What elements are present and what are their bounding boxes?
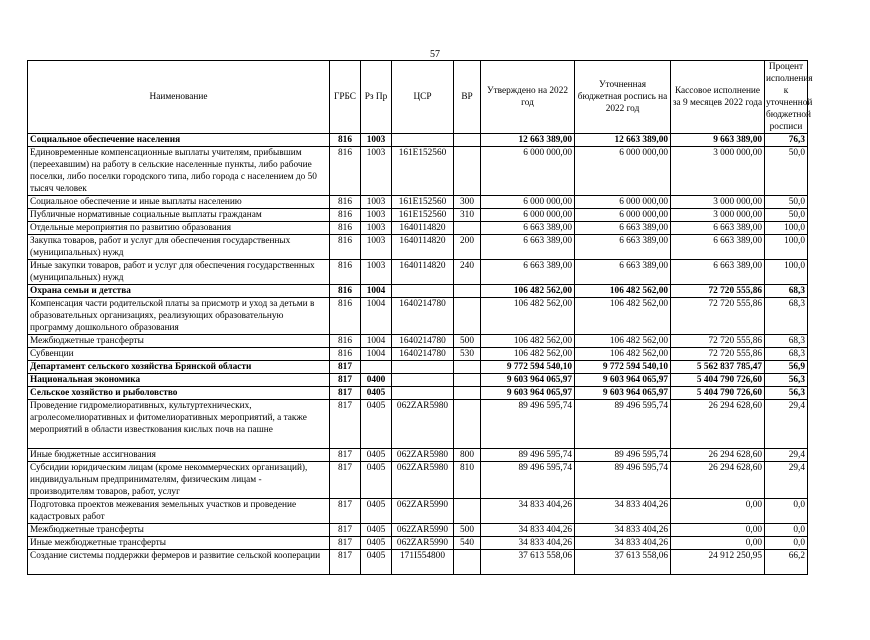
cell-grbs: 817	[330, 449, 361, 462]
table-row	[28, 285, 808, 298]
table-row	[28, 298, 808, 335]
cell-approved: 6 000 000,00	[481, 209, 575, 222]
cell-vr	[454, 298, 481, 335]
cell-csr	[392, 387, 454, 400]
cell-vr: 540	[454, 537, 481, 550]
cell-name: Иные закупки товаров, работ и услуг для обеспечения государственных (муниципальных) нужд	[28, 260, 330, 285]
cell-percent: 68,3	[765, 335, 808, 348]
cell-grbs: 817	[330, 462, 361, 499]
cell-refined: 6 000 000,00	[575, 147, 671, 196]
cell-refined: 6 000 000,00	[575, 196, 671, 209]
cell-grbs: 816	[330, 196, 361, 209]
cell-refined: 89 496 595,74	[575, 462, 671, 499]
cell-approved: 89 496 595,74	[481, 462, 575, 499]
cell-csr: 062ZAR5990	[392, 537, 454, 550]
cell-rzpr: 0405	[361, 537, 392, 550]
cell-percent: 100,0	[765, 222, 808, 235]
page-number: 57	[430, 49, 440, 60]
cell-percent: 29,4	[765, 462, 808, 499]
cell-approved: 34 833 404,26	[481, 524, 575, 537]
cell-cash: 26 294 628,60	[671, 449, 765, 462]
cell-name: Социальное обеспечение населения	[28, 134, 330, 147]
cell-cash: 72 720 555,86	[671, 298, 765, 335]
cell-name: Иные бюджетные ассигнования	[28, 449, 330, 462]
table-row	[28, 400, 808, 449]
cell-grbs: 817	[330, 499, 361, 524]
cell-vr: 240	[454, 260, 481, 285]
cell-cash: 6 663 389,00	[671, 222, 765, 235]
cell-vr: 310	[454, 209, 481, 222]
cell-cash: 3 000 000,00	[671, 147, 765, 196]
col-header-approved: Утверждено на 2022 год	[481, 61, 575, 134]
cell-percent: 50,0	[765, 147, 808, 196]
cell-rzpr: 0400	[361, 374, 392, 387]
cell-percent: 68,3	[765, 298, 808, 335]
cell-refined: 9 772 594 540,10	[575, 361, 671, 374]
cell-percent: 0,0	[765, 537, 808, 550]
cell-cash: 5 404 790 726,60	[671, 374, 765, 387]
cell-csr	[392, 361, 454, 374]
cell-vr	[454, 285, 481, 298]
cell-name: Проведение гидромелиоративных, культуртехнических, агролесомелиоративных и фитомелиоративных мероприятий, а также мероприятий в области известкования кислых почв на пашне	[28, 400, 330, 449]
table-row	[28, 449, 808, 462]
cell-grbs: 817	[330, 524, 361, 537]
cell-rzpr: 0405	[361, 400, 392, 449]
cell-approved: 34 833 404,26	[481, 537, 575, 550]
cell-approved: 12 663 389,00	[481, 134, 575, 147]
cell-approved: 106 482 562,00	[481, 335, 575, 348]
cell-cash: 26 294 628,60	[671, 462, 765, 499]
cell-cash: 3 000 000,00	[671, 196, 765, 209]
cell-refined: 106 482 562,00	[575, 335, 671, 348]
cell-csr: 1640114820	[392, 222, 454, 235]
cell-cash: 72 720 555,86	[671, 285, 765, 298]
cell-vr	[454, 134, 481, 147]
cell-refined: 106 482 562,00	[575, 348, 671, 361]
cell-csr: 062ZAR5990	[392, 499, 454, 524]
cell-vr: 200	[454, 235, 481, 260]
cell-vr	[454, 550, 481, 575]
cell-grbs: 816	[330, 348, 361, 361]
col-header-rzpr: Рз Пр	[361, 61, 392, 134]
col-header-percent: Процент исполнения к уточненной бюджетной росписи	[766, 62, 813, 132]
cell-refined: 89 496 595,74	[575, 400, 671, 449]
cell-grbs: 816	[330, 260, 361, 285]
cell-cash: 6 663 389,00	[671, 235, 765, 260]
table-row	[28, 374, 808, 387]
cell-approved: 6 663 389,00	[481, 260, 575, 285]
cell-vr	[454, 374, 481, 387]
cell-csr: 161E152560	[392, 147, 454, 196]
cell-cash: 0,00	[671, 537, 765, 550]
cell-csr: 161E152560	[392, 196, 454, 209]
cell-csr: 1640214780	[392, 335, 454, 348]
cell-percent: 0,0	[765, 499, 808, 524]
table-row	[28, 235, 808, 260]
cell-cash: 72 720 555,86	[671, 348, 765, 361]
cell-name: Иные межбюджетные трансферты	[28, 537, 330, 550]
cell-percent: 50,0	[765, 196, 808, 209]
cell-grbs: 817	[330, 361, 361, 374]
cell-name: Публичные нормативные социальные выплаты гражданам	[28, 209, 330, 222]
cell-grbs: 816	[330, 147, 361, 196]
cell-rzpr: 1003	[361, 134, 392, 147]
table-row	[28, 222, 808, 235]
cell-csr	[392, 134, 454, 147]
budget-table	[27, 60, 813, 575]
cell-rzpr: 1004	[361, 335, 392, 348]
cell-name: Субсидии юридическим лицам (кроме некоммерческих организаций), индивидуальным предпринимателям, физическим лицам - производителям товаров, работ, услуг	[28, 462, 330, 499]
table-row	[28, 524, 808, 537]
cell-csr: 062ZAR5980	[392, 449, 454, 462]
cell-refined: 37 613 558,06	[575, 550, 671, 575]
cell-refined: 34 833 404,26	[575, 537, 671, 550]
cell-rzpr: 1003	[361, 260, 392, 285]
table-row	[28, 147, 808, 196]
cell-approved: 6 000 000,00	[481, 196, 575, 209]
cell-approved: 89 496 595,74	[481, 449, 575, 462]
cell-grbs: 816	[330, 134, 361, 147]
cell-grbs: 817	[330, 387, 361, 400]
cell-rzpr: 1003	[361, 222, 392, 235]
table-body	[28, 134, 808, 575]
cell-approved: 6 000 000,00	[481, 147, 575, 196]
cell-csr: 161E152560	[392, 209, 454, 222]
cell-name: Сельское хозяйство и рыболовство	[28, 387, 330, 400]
cell-rzpr: 1004	[361, 298, 392, 335]
cell-refined: 106 482 562,00	[575, 298, 671, 335]
cell-grbs: 817	[330, 537, 361, 550]
cell-grbs: 816	[330, 209, 361, 222]
cell-vr	[454, 222, 481, 235]
cell-grbs: 816	[330, 222, 361, 235]
cell-approved: 9 772 594 540,10	[481, 361, 575, 374]
cell-grbs: 817	[330, 374, 361, 387]
cell-csr	[392, 374, 454, 387]
table-row	[28, 348, 808, 361]
cell-name: Создание системы поддержки фермеров и развитие сельской кооперации	[28, 550, 330, 575]
cell-rzpr: 0405	[361, 524, 392, 537]
cell-percent: 66,2	[765, 550, 808, 575]
cell-csr: 1640214780	[392, 348, 454, 361]
cell-cash: 6 663 389,00	[671, 260, 765, 285]
cell-csr	[392, 285, 454, 298]
cell-cash: 0,00	[671, 524, 765, 537]
header-row	[28, 61, 808, 134]
cell-cash: 26 294 628,60	[671, 400, 765, 449]
cell-percent: 29,4	[765, 400, 808, 449]
cell-approved: 106 482 562,00	[481, 348, 575, 361]
cell-grbs: 817	[330, 400, 361, 449]
cell-grbs: 816	[330, 335, 361, 348]
table-row	[28, 209, 808, 222]
cell-cash: 5 404 790 726,60	[671, 387, 765, 400]
cell-rzpr: 0405	[361, 550, 392, 575]
cell-percent: 50,0	[765, 209, 808, 222]
cell-approved: 34 833 404,26	[481, 499, 575, 524]
cell-name: Национальная экономика	[28, 374, 330, 387]
cell-refined: 34 833 404,26	[575, 499, 671, 524]
table-row	[28, 196, 808, 209]
cell-percent: 76,3	[765, 134, 808, 147]
table-row	[28, 335, 808, 348]
cell-percent: 29,4	[765, 449, 808, 462]
cell-refined: 12 663 389,00	[575, 134, 671, 147]
cell-refined: 6 663 389,00	[575, 222, 671, 235]
cell-refined: 6 000 000,00	[575, 209, 671, 222]
table-row	[28, 260, 808, 285]
cell-cash: 5 562 837 785,47	[671, 361, 765, 374]
cell-percent: 100,0	[765, 235, 808, 260]
cell-vr	[454, 400, 481, 449]
cell-vr	[454, 361, 481, 374]
cell-percent: 68,3	[765, 285, 808, 298]
cell-vr	[454, 147, 481, 196]
cell-name: Закупка товаров, работ и услуг для обеспечения государственных (муниципальных) нужд	[28, 235, 330, 260]
cell-refined: 106 482 562,00	[575, 285, 671, 298]
cell-rzpr: 1003	[361, 196, 392, 209]
cell-approved: 9 603 964 065,97	[481, 374, 575, 387]
col-header-cash: Кассовое исполнение за 9 месяцев 2022 года	[671, 61, 765, 134]
table-row	[28, 361, 808, 374]
cell-name: Социальное обеспечение и иные выплаты населению	[28, 196, 330, 209]
cell-refined: 34 833 404,26	[575, 524, 671, 537]
table-row	[28, 499, 808, 524]
cell-name: Охрана семьи и детства	[28, 285, 330, 298]
cell-percent: 68,3	[765, 348, 808, 361]
table-row	[28, 550, 808, 575]
cell-rzpr: 0405	[361, 387, 392, 400]
cell-vr: 810	[454, 462, 481, 499]
cell-name: Субвенции	[28, 348, 330, 361]
cell-csr: 171I554800	[392, 550, 454, 575]
cell-approved: 9 603 964 065,97	[481, 387, 575, 400]
cell-vr: 530	[454, 348, 481, 361]
table-row	[28, 387, 808, 400]
table-row	[28, 134, 808, 147]
cell-rzpr: 1004	[361, 348, 392, 361]
cell-refined: 9 603 964 065,97	[575, 374, 671, 387]
cell-name: Департамент сельского хозяйства Брянской области	[28, 361, 330, 374]
cell-cash: 72 720 555,86	[671, 335, 765, 348]
cell-grbs: 816	[330, 235, 361, 260]
cell-grbs: 816	[330, 285, 361, 298]
cell-name: Отдельные мероприятия по развитию образования	[28, 222, 330, 235]
cell-name: Межбюджетные трансферты	[28, 524, 330, 537]
cell-approved: 106 482 562,00	[481, 298, 575, 335]
cell-percent: 56,9	[765, 361, 808, 374]
cell-csr: 062ZAR5980	[392, 400, 454, 449]
col-header-name: Наименование	[28, 61, 330, 134]
cell-csr: 062ZAR5980	[392, 462, 454, 499]
cell-approved: 6 663 389,00	[481, 235, 575, 260]
table-row	[28, 537, 808, 550]
col-header-refined: Уточненная бюджетная роспись на 2022 год	[575, 61, 671, 134]
cell-approved: 6 663 389,00	[481, 222, 575, 235]
cell-rzpr: 1004	[361, 285, 392, 298]
cell-cash: 3 000 000,00	[671, 209, 765, 222]
cell-vr	[454, 387, 481, 400]
cell-vr: 500	[454, 335, 481, 348]
cell-rzpr	[361, 361, 392, 374]
table-row	[28, 462, 808, 499]
cell-refined: 89 496 595,74	[575, 449, 671, 462]
cell-cash: 24 912 250,95	[671, 550, 765, 575]
cell-rzpr: 1003	[361, 235, 392, 260]
cell-cash: 9 663 389,00	[671, 134, 765, 147]
cell-vr: 800	[454, 449, 481, 462]
cell-approved: 106 482 562,00	[481, 285, 575, 298]
cell-refined: 6 663 389,00	[575, 235, 671, 260]
cell-vr	[454, 499, 481, 524]
cell-rzpr: 1003	[361, 209, 392, 222]
col-header-grbs: ГРБС	[330, 61, 361, 134]
cell-csr: 062ZAR5990	[392, 524, 454, 537]
cell-percent: 56,3	[765, 374, 808, 387]
cell-percent: 56,3	[765, 387, 808, 400]
cell-name: Единовременные компенсационные выплаты учителям, прибывшим (переехавшим) на работу в сельские населенные пункты, либо рабочие поселки, либо поселки городского типа, либо города с населением до 50 тысяч человек	[28, 147, 330, 196]
cell-csr: 1640114820	[392, 235, 454, 260]
col-header-csr: ЦСР	[392, 61, 454, 134]
cell-rzpr: 0405	[361, 499, 392, 524]
cell-name: Подготовка проектов межевания земельных участков и проведение кадастровых работ	[28, 499, 330, 524]
cell-approved: 37 613 558,06	[481, 550, 575, 575]
cell-grbs: 817	[330, 550, 361, 575]
cell-approved: 89 496 595,74	[481, 400, 575, 449]
cell-rzpr: 0405	[361, 462, 392, 499]
col-header-vr: ВР	[454, 61, 481, 134]
cell-csr: 1640114820	[392, 260, 454, 285]
cell-percent: 100,0	[765, 260, 808, 285]
cell-refined: 6 663 389,00	[575, 260, 671, 285]
cell-vr: 500	[454, 524, 481, 537]
cell-csr: 1640214780	[392, 298, 454, 335]
cell-rzpr: 1003	[361, 147, 392, 196]
cell-refined: 9 603 964 065,97	[575, 387, 671, 400]
cell-cash: 0,00	[671, 499, 765, 524]
cell-percent: 0,0	[765, 524, 808, 537]
cell-vr: 300	[454, 196, 481, 209]
cell-name: Межбюджетные трансферты	[28, 335, 330, 348]
cell-grbs: 816	[330, 298, 361, 335]
cell-name: Компенсация части родительской платы за присмотр и уход за детьми в образовательных организациях, реализующих образовательную программу дошкольного образования	[28, 298, 330, 335]
cell-rzpr: 0405	[361, 449, 392, 462]
